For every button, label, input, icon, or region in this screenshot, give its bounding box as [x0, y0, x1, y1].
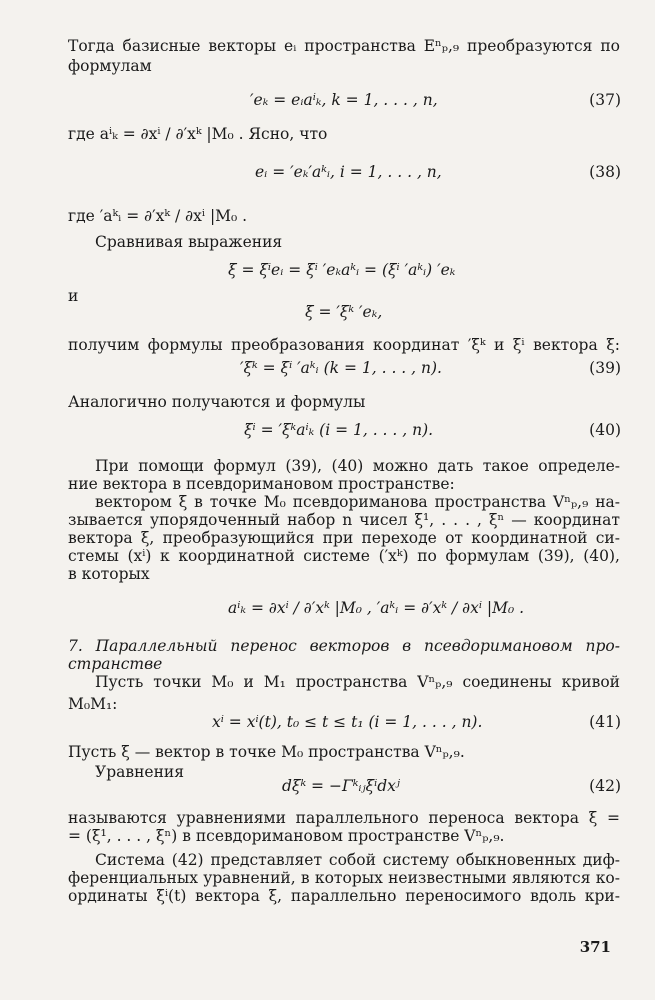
- equation-37: ′eₖ = eᵢaⁱₖ, k = 1, . . . , n,: [250, 91, 438, 109]
- text-line-9: При помощи формул (39), (40) можно дать такое определе-: [95, 457, 620, 475]
- equation-42: dξᵏ = −Γᵏᵢⱼξⁱdxʲ: [282, 777, 400, 795]
- equation-41: xⁱ = xⁱ(t), t₀ ≤ t ≤ t₁ (i = 1, . . . , n).: [212, 713, 483, 731]
- text-line-21: Уравнения: [95, 763, 185, 781]
- equation-number-39: (39): [589, 359, 621, 377]
- equation-transform-coefficients: aⁱₖ = ∂xⁱ / ∂′xᵏ |M₀ , ′aᵏᵢ = ∂′xᵏ / ∂xⁱ |M₀ .: [228, 599, 525, 617]
- text-line-20: Пусть ξ — вектор в точке M₀ пространства Vⁿₚ,₉.: [68, 743, 465, 761]
- text-line-22: называются уравнениями параллельного переноса вектора ξ =: [68, 809, 620, 827]
- text-line-4: где ′aᵏᵢ = ∂′xᵏ / ∂xⁱ |M₀ .: [68, 207, 248, 225]
- text-line-5: Сравнивая выражения: [95, 233, 283, 251]
- equation-number-38: (38): [589, 163, 621, 181]
- text-line-1: Тогда базисные векторы eᵢ пространства Eⁿₚ,₉ преобразуются по: [68, 37, 620, 55]
- text-line-7: получим формулы преобразования координат ′ξᵏ и ξⁱ вектора ξ:: [68, 336, 620, 354]
- text-line-12: зывается упорядоченный набор n чисел ξ¹, . . . , ξⁿ — координат: [68, 511, 620, 529]
- text-line-19: M₀M₁:: [68, 695, 118, 713]
- section-heading-7-cont: странстве: [68, 655, 163, 673]
- equation-number-42: (42): [589, 777, 621, 795]
- text-line-14: стемы (xⁱ) к координатной системе (′xᵏ) по формулам (39), (40),: [68, 547, 620, 565]
- equation-number-41: (41): [589, 713, 621, 731]
- text-line-3: где aⁱₖ = ∂xⁱ / ∂′xᵏ |M₀ . Ясно, что: [68, 125, 328, 143]
- text-line-8: Аналогично получаются и формулы: [68, 393, 366, 411]
- text-line-10: ние вектора в псевдоримановом пространстве:: [68, 475, 455, 493]
- equation-number-37: (37): [589, 91, 621, 109]
- text-line-15: в которых: [68, 565, 150, 583]
- text-line-25: ференциальных уравнений, в которых неизвестными являются ко-: [68, 869, 620, 887]
- text-line-24: Система (42) представляет собой системy обыкновенных диф-: [95, 851, 620, 869]
- text-line-11: вектором ξ в точке M₀ псевдориманова пространства Vⁿₚ,₉ на-: [95, 493, 620, 511]
- section-heading-7: 7. Параллельный перенос векторов в псевдоримановом про-: [68, 637, 620, 655]
- text-line-13: вектора ξ, преобразующийся при переходе от координатной си-: [68, 529, 620, 547]
- equation-39: ′ξᵏ = ξⁱ ′aᵏᵢ (k = 1, . . . , n).: [240, 359, 442, 377]
- equation-xi-expansion: ξ = ξⁱeᵢ = ξⁱ ′eₖaᵏᵢ = (ξⁱ ′aᵏᵢ) ′eₖ: [228, 261, 456, 279]
- text-line-2: формулам: [68, 57, 152, 75]
- equation-40: ξⁱ = ′ξᵏaⁱₖ (i = 1, . . . , n).: [244, 421, 434, 439]
- text-line-26: ординаты ξⁱ(t) вектора ξ, параллельно переносимого вдоль кри-: [68, 887, 620, 905]
- text-line-23: = (ξ¹, . . . , ξⁿ) в псевдоримановом пространстве Vⁿₚ,₉.: [68, 827, 505, 845]
- text-line-6: и: [68, 287, 79, 305]
- equation-xi-prime: ξ = ′ξᵏ ′eₖ,: [305, 303, 383, 321]
- equation-number-40: (40): [589, 421, 621, 439]
- text-line-18: Пусть точки M₀ и M₁ пространства Vⁿₚ,₉ соединены кривой: [95, 673, 620, 691]
- page-number: 371: [579, 938, 611, 956]
- equation-38: eᵢ = ′eₖ′aᵏᵢ, i = 1, . . . , n,: [255, 163, 442, 181]
